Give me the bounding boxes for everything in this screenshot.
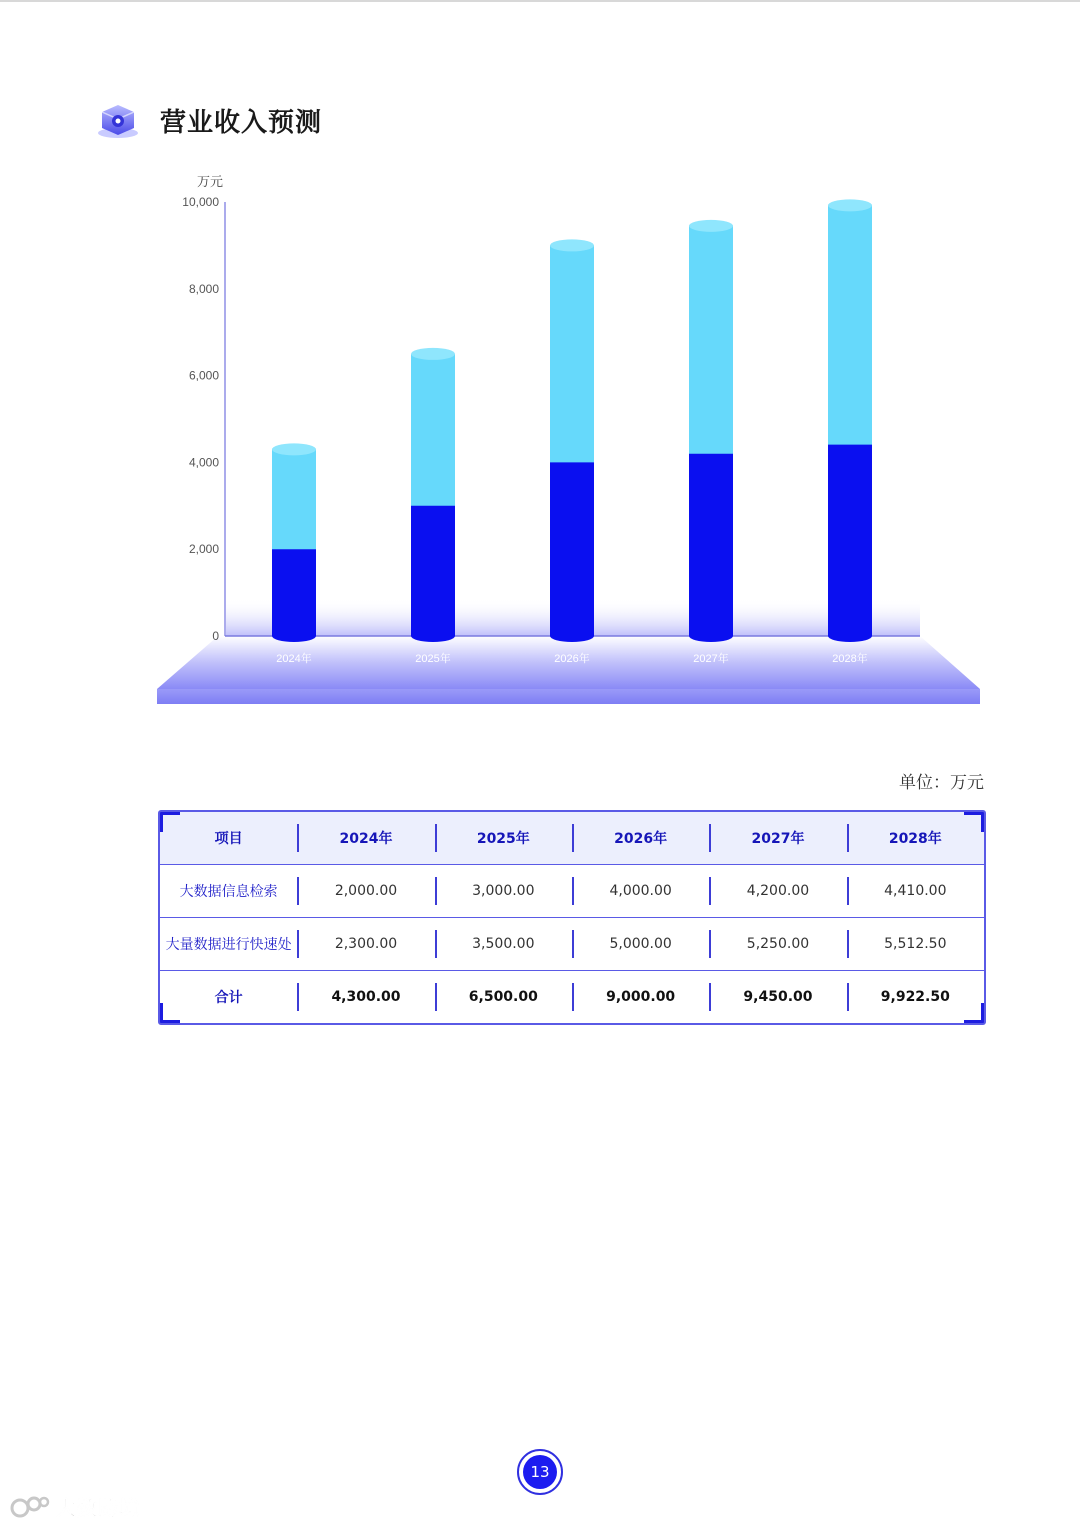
y-tick-label: 2,000 — [188, 542, 219, 557]
table-row — [160, 864, 984, 917]
table-cell: 9,450.00 — [709, 970, 846, 1023]
table-cell: 9,922.50 — [847, 970, 984, 1023]
cube-icon — [96, 100, 140, 140]
table-cell: 2,000.00 — [297, 864, 434, 917]
table-cell: 6,500.00 — [435, 970, 572, 1023]
table-header-cell: 2027年 — [709, 812, 846, 864]
x-tick-label: 2024年 — [276, 653, 312, 665]
table-row-label: 大量数据进行快速处 — [165, 936, 292, 953]
table-cell: 5,512.50 — [847, 917, 984, 970]
table-cell: 3,500.00 — [435, 917, 572, 970]
y-axis-unit: 万元 — [196, 174, 224, 189]
top-rule — [0, 0, 1080, 2]
table-header-cell: 项目 — [214, 830, 243, 847]
y-tick-label: 4,000 — [188, 455, 219, 470]
table-cell: 4,000.00 — [572, 864, 709, 917]
table-cell: 9,000.00 — [572, 970, 709, 1023]
chart-platform-front — [157, 689, 980, 704]
y-tick-label: 10,000 — [182, 195, 219, 209]
x-tick-label: 2027年 — [693, 653, 729, 665]
bar-top-cap — [411, 348, 455, 360]
table-total-row — [160, 970, 984, 1023]
bar-segment-lower — [411, 506, 455, 642]
y-tick-label: 6,000 — [188, 368, 219, 383]
x-tick-label: 2026年 — [554, 653, 590, 665]
y-tick-label: 8,000 — [188, 281, 219, 296]
table-row-label: 合计 — [214, 989, 243, 1006]
table-corner-decoration — [964, 1003, 986, 1025]
y-tick-label: 0 — [212, 629, 219, 643]
page-number: 13 — [523, 1455, 557, 1489]
table-corner-decoration — [158, 810, 180, 832]
bar-segment-upper — [828, 205, 872, 450]
section-header — [96, 100, 322, 140]
table-cell: 5,250.00 — [709, 917, 846, 970]
table-cell: 4,300.00 — [297, 970, 434, 1023]
table-cell: 2,300.00 — [297, 917, 434, 970]
table-header-row — [160, 812, 984, 864]
bar-segment-lower — [689, 454, 733, 642]
watermark-text: 大数跨境 — [56, 1496, 140, 1520]
table-header-cell: 2028年 — [847, 812, 984, 864]
revenue-chart — [150, 168, 990, 713]
table-cell: 4,200.00 — [709, 864, 846, 917]
watermark — [10, 1492, 140, 1521]
table-row-label: 大数据信息检索 — [179, 883, 278, 900]
bar-top-cap — [272, 443, 316, 455]
table-row — [160, 917, 984, 970]
watermark-logo-icon — [10, 1494, 50, 1520]
table-cell: 4,410.00 — [847, 864, 984, 917]
bar-top-cap — [550, 239, 594, 251]
x-tick-label: 2028年 — [832, 653, 868, 665]
bar-segment-upper — [272, 449, 316, 555]
table-corner-decoration — [964, 810, 986, 832]
table-header-cell: 2025年 — [435, 812, 572, 864]
page-number-badge — [517, 1449, 563, 1495]
table-cell: 3,000.00 — [435, 864, 572, 917]
section-title: 营业收入预测 — [160, 107, 323, 138]
bar-segment-upper — [411, 354, 455, 512]
table-header-cell: 2024年 — [297, 812, 434, 864]
bar-top-cap — [828, 199, 872, 211]
table-cell: 5,000.00 — [572, 917, 709, 970]
bar-top-cap — [689, 220, 733, 232]
bar-segment-upper — [550, 245, 594, 468]
bar-segment-lower — [550, 462, 594, 642]
bar-segment-upper — [689, 226, 733, 460]
bar-segment-lower — [828, 445, 872, 642]
bar-segment-lower — [272, 549, 316, 642]
table-header-cell: 2026年 — [572, 812, 709, 864]
x-tick-label: 2025年 — [415, 653, 451, 665]
chart-svg — [150, 168, 990, 713]
revenue-table — [158, 810, 986, 1025]
table-corner-decoration — [158, 1003, 180, 1025]
table-unit-note: 单位：万元 — [899, 773, 984, 793]
